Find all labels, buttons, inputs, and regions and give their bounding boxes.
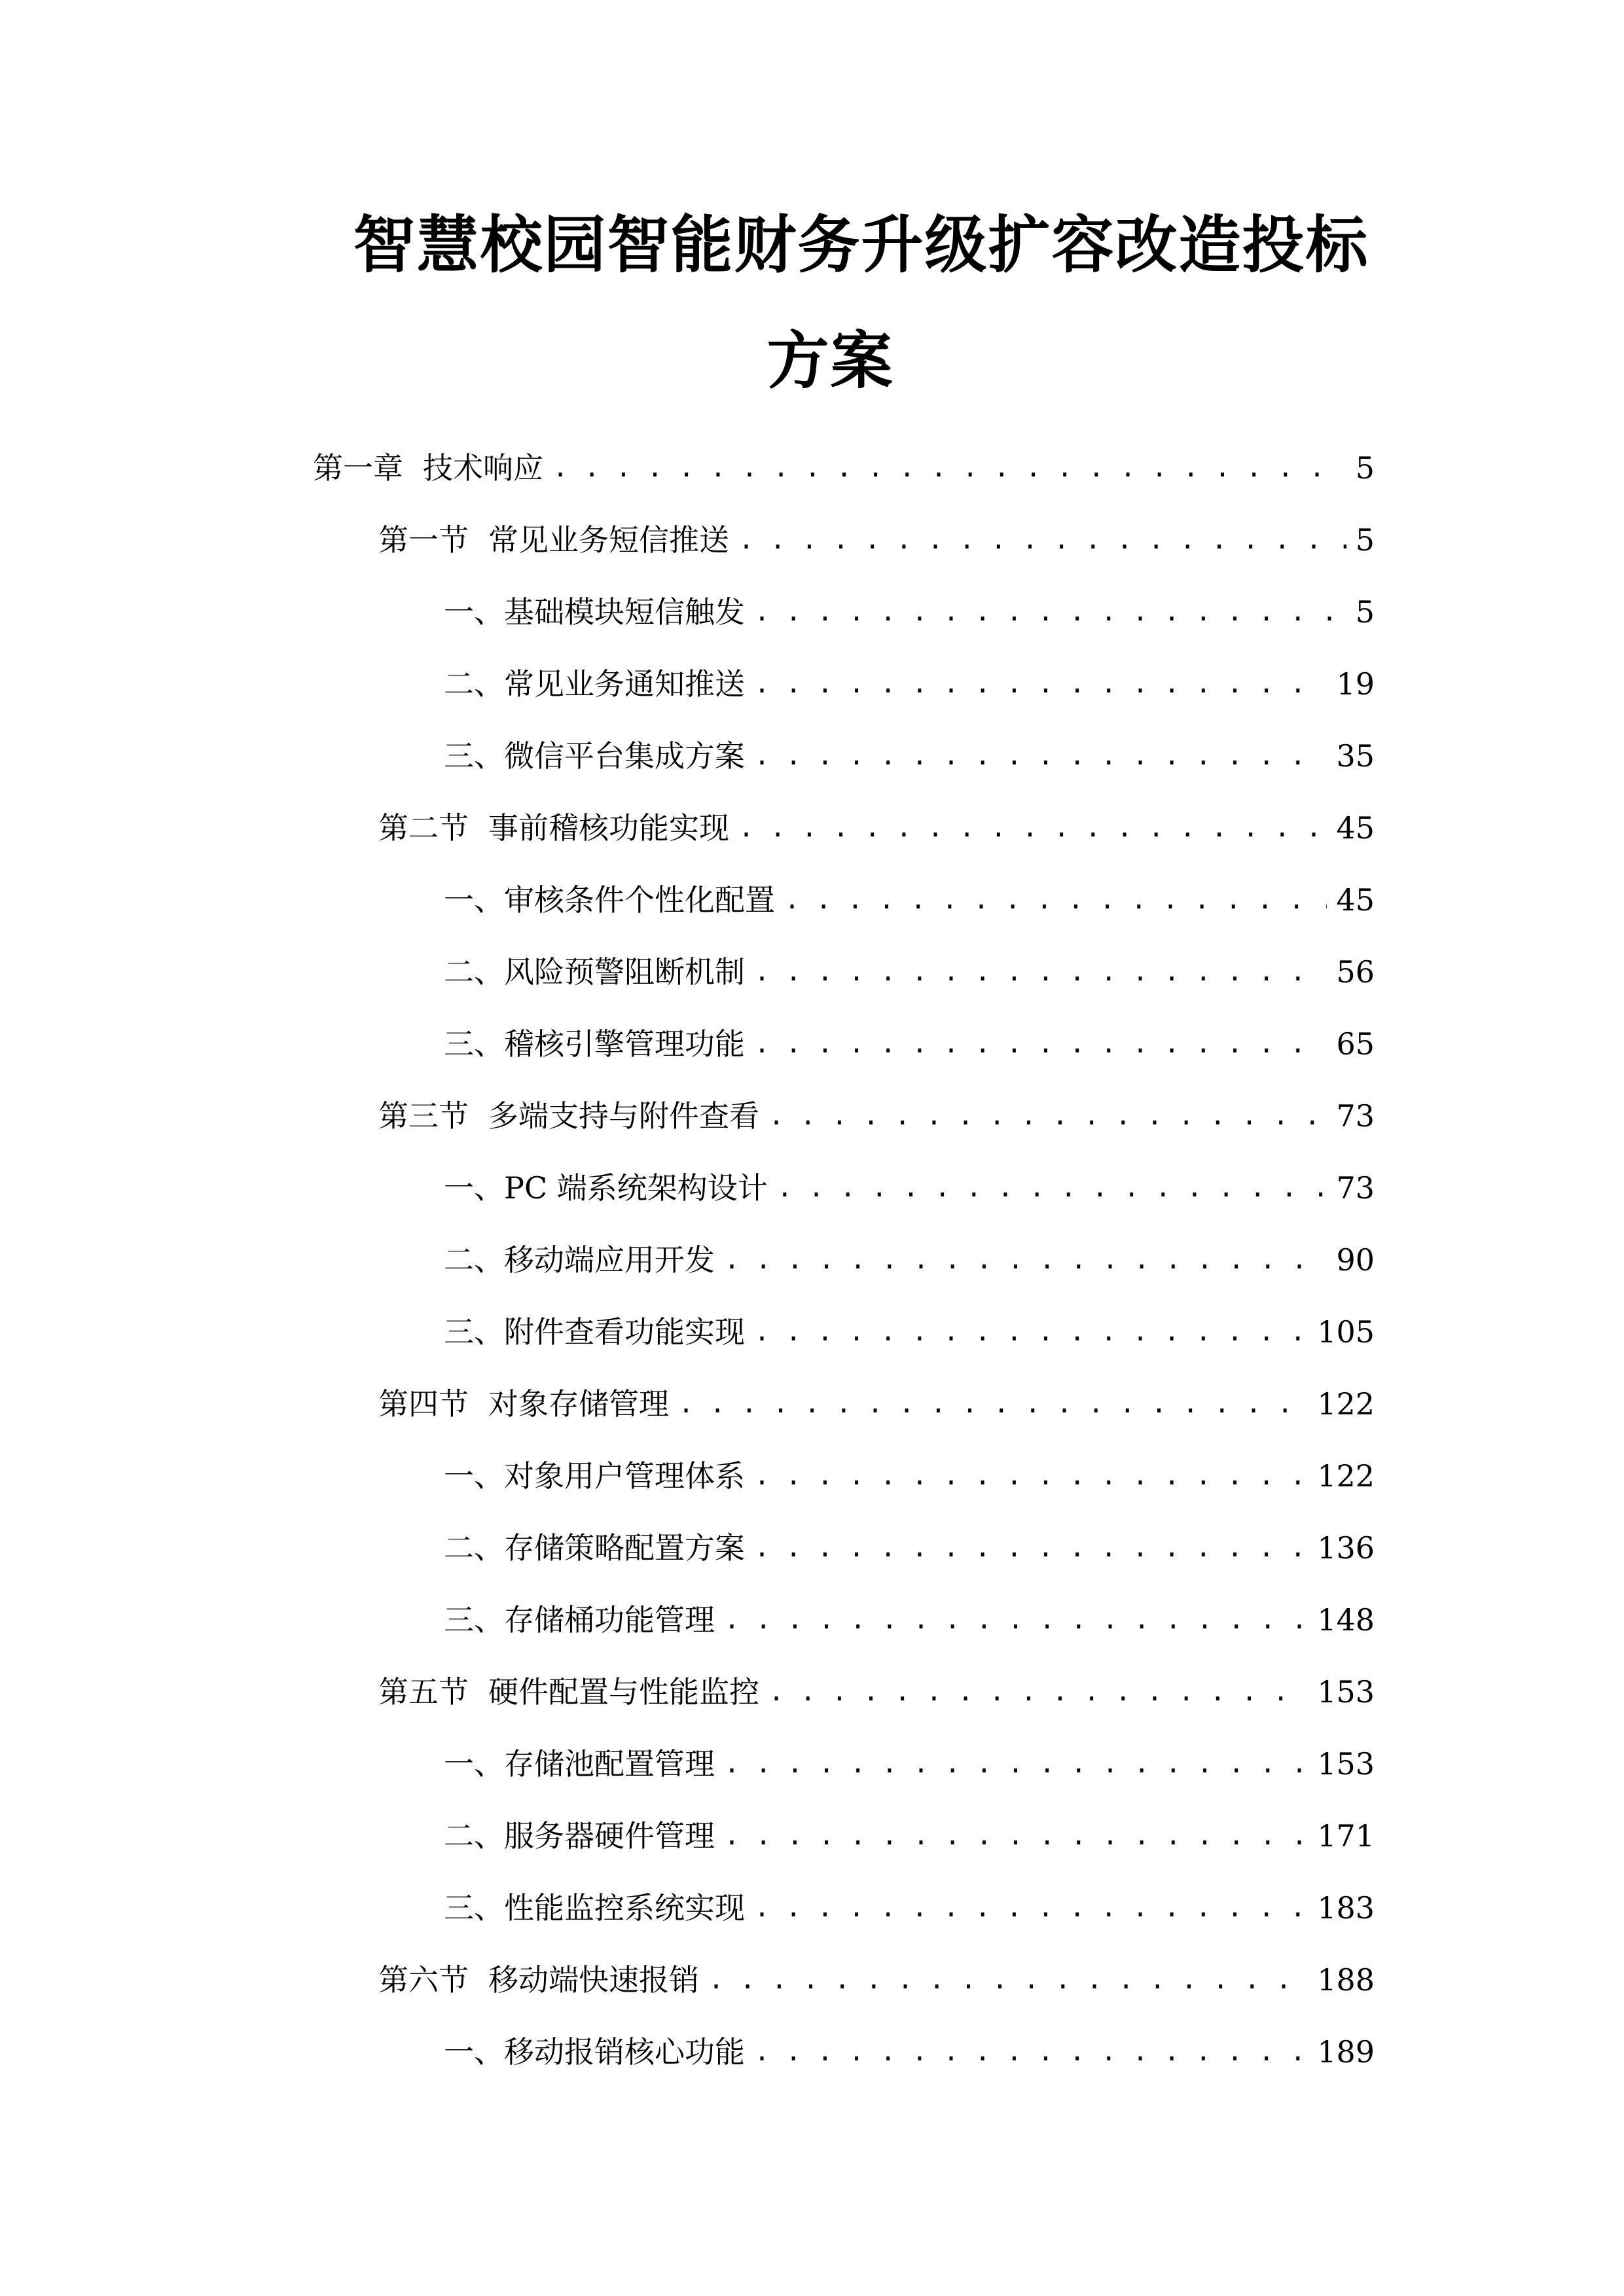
toc-dot-leader [754,1888,1308,1928]
toc-entry-page-number: 183 [1317,1890,1375,1926]
toc-entry-page-number: 45 [1336,810,1375,846]
toc-entry-page-number: 171 [1317,1818,1375,1854]
toc-dot-leader [754,952,1327,992]
toc-dot-leader [724,1600,1308,1640]
toc-entry-number: 三、 [444,1890,504,1926]
toc-entry-page-number: 35 [1336,738,1375,774]
toc-entry-item[interactable] [0,1296,1375,1368]
toc-entry-number: 一、 [444,2034,504,2070]
toc-entry-page-number: 90 [1336,1242,1375,1278]
toc-entry-item[interactable] [0,2016,1375,2088]
toc-dot-leader [754,592,1346,632]
toc-entry-title: 对象用户管理体系 [504,1458,745,1494]
toc-dot-leader [738,808,1327,848]
toc-entry-page-number: 122 [1317,1458,1375,1494]
toc-entry-title: 多端支持与附件查看 [488,1098,759,1134]
toc-entry-title: 存储策略配置方案 [504,1530,745,1566]
document-title-line-1: 智慧校园智能财务升级扩容改造投标 [353,209,1369,281]
toc-entry-title: 硬件配置与性能监控 [488,1674,759,1710]
toc-entry-title: 存储桶功能管理 [504,1602,715,1638]
toc-entry-page-number: 136 [1317,1530,1375,1566]
toc-entry-item[interactable] [0,1512,1375,1584]
toc-entry-page-number: 105 [1317,1314,1375,1350]
toc-entry-section[interactable] [0,1368,1375,1440]
toc-entry-item[interactable] [0,936,1375,1008]
toc-entry-page-number: 65 [1336,1026,1375,1062]
toc-dot-leader [552,448,1346,488]
toc-entry-title: PC 端系统架构设计 [504,1170,768,1206]
toc-entry-section[interactable] [0,1656,1375,1728]
toc-dot-leader [678,1384,1308,1424]
toc-entry-item[interactable] [0,864,1375,936]
toc-entry-page-number: 122 [1317,1386,1375,1422]
toc-dot-leader [754,736,1327,776]
toc-entry-item[interactable] [0,576,1375,648]
toc-dot-leader [768,1096,1327,1136]
toc-dot-leader [724,1744,1308,1784]
document-title-line-2: 方案 [767,325,894,397]
toc-entry-page-number: 5 [1355,450,1375,486]
toc-entry-item[interactable] [0,1224,1375,1296]
toc-entry-number: 一、 [444,1746,504,1782]
toc-entry-item[interactable] [0,1800,1375,1872]
toc-entry-page-number: 189 [1317,2034,1375,2070]
toc-entry-title: 常见业务短信推送 [488,522,729,558]
toc-entry-item[interactable] [0,1440,1375,1512]
toc-entry-page-number: 153 [1317,1746,1375,1782]
toc-entry-title: 性能监控系统实现 [504,1890,745,1926]
table-of-contents [0,432,1624,2088]
toc-entry-number: 一、 [444,1170,504,1206]
toc-entry-title: 移动端快速报销 [488,1962,699,1998]
toc-entry-title: 移动端应用开发 [504,1242,715,1278]
toc-dot-leader [724,1816,1308,1856]
toc-entry-number: 第五节 [378,1674,469,1710]
toc-dot-leader [768,1672,1308,1712]
toc-entry-number: 二、 [444,666,504,702]
toc-entry-item[interactable] [0,1152,1375,1224]
toc-entry-page-number: 188 [1317,1962,1375,1998]
toc-entry-section[interactable] [0,792,1375,864]
toc-entry-page-number: 5 [1355,522,1375,558]
toc-entry-number: 第二节 [378,810,469,846]
toc-entry-section[interactable] [0,1944,1375,2016]
toc-entry-number: 第一章 [313,450,403,486]
toc-entry-number: 第四节 [378,1386,469,1422]
toc-entry-number: 三、 [444,738,504,774]
toc-entry-number: 三、 [444,1026,504,1062]
toc-dot-leader [754,1312,1308,1352]
toc-entry-number: 三、 [444,1314,504,1350]
toc-entry-title: 审核条件个性化配置 [504,882,775,918]
toc-entry-number: 二、 [444,954,504,990]
toc-entry-page-number: 73 [1336,1170,1375,1206]
toc-entry-title: 基础模块短信触发 [504,594,745,630]
toc-dot-leader [784,880,1327,920]
toc-dot-leader [754,1528,1308,1568]
toc-dot-leader [754,1024,1327,1064]
toc-entry-page-number: 148 [1317,1602,1375,1638]
toc-entry-item[interactable] [0,1872,1375,1944]
toc-entry-item[interactable] [0,648,1375,720]
toc-entry-page-number: 56 [1336,954,1375,990]
toc-entry-item[interactable] [0,1584,1375,1656]
toc-entry-title: 服务器硬件管理 [504,1818,715,1854]
toc-entry-chapter[interactable] [0,432,1375,504]
toc-dot-leader [708,1960,1308,2000]
toc-entry-section[interactable] [0,504,1375,576]
toc-dot-leader [754,2032,1308,2072]
toc-entry-page-number: 5 [1355,594,1375,630]
toc-dot-leader [754,1456,1308,1496]
toc-entry-number: 一、 [444,882,504,918]
toc-entry-page-number: 45 [1336,882,1375,918]
toc-dot-leader [754,664,1327,704]
toc-entry-title: 附件查看功能实现 [504,1314,745,1350]
toc-entry-title: 对象存储管理 [488,1386,669,1422]
toc-entry-title: 技术响应 [423,450,543,486]
toc-entry-title: 移动报销核心功能 [504,2034,745,2070]
toc-entry-title: 常见业务通知推送 [504,666,745,702]
toc-entry-number: 一、 [444,594,504,630]
toc-entry-number: 二、 [444,1242,504,1278]
toc-entry-number: 一、 [444,1458,504,1494]
toc-entry-page-number: 73 [1336,1098,1375,1134]
toc-dot-leader [724,1240,1327,1280]
toc-entry-number: 第三节 [378,1098,469,1134]
toc-entry-number: 二、 [444,1818,504,1854]
toc-entry-title: 存储池配置管理 [504,1746,715,1782]
toc-entry-title: 风险预警阻断机制 [504,954,745,990]
toc-entry-section[interactable] [0,1080,1375,1152]
toc-entry-item[interactable] [0,1728,1375,1800]
toc-entry-number: 三、 [444,1602,504,1638]
toc-entry-item[interactable] [0,1008,1375,1080]
toc-entry-number: 第一节 [378,522,469,558]
toc-entry-number: 二、 [444,1530,504,1566]
toc-entry-title: 事前稽核功能实现 [488,810,729,846]
toc-entry-title: 稽核引擎管理功能 [504,1026,745,1062]
toc-entry-number: 第六节 [378,1962,469,1998]
toc-dot-leader [777,1168,1327,1208]
toc-dot-leader [738,520,1346,560]
toc-entry-page-number: 153 [1317,1674,1375,1710]
toc-entry-page-number: 19 [1336,666,1375,702]
toc-entry-item[interactable] [0,720,1375,792]
toc-entry-title: 微信平台集成方案 [504,738,745,774]
